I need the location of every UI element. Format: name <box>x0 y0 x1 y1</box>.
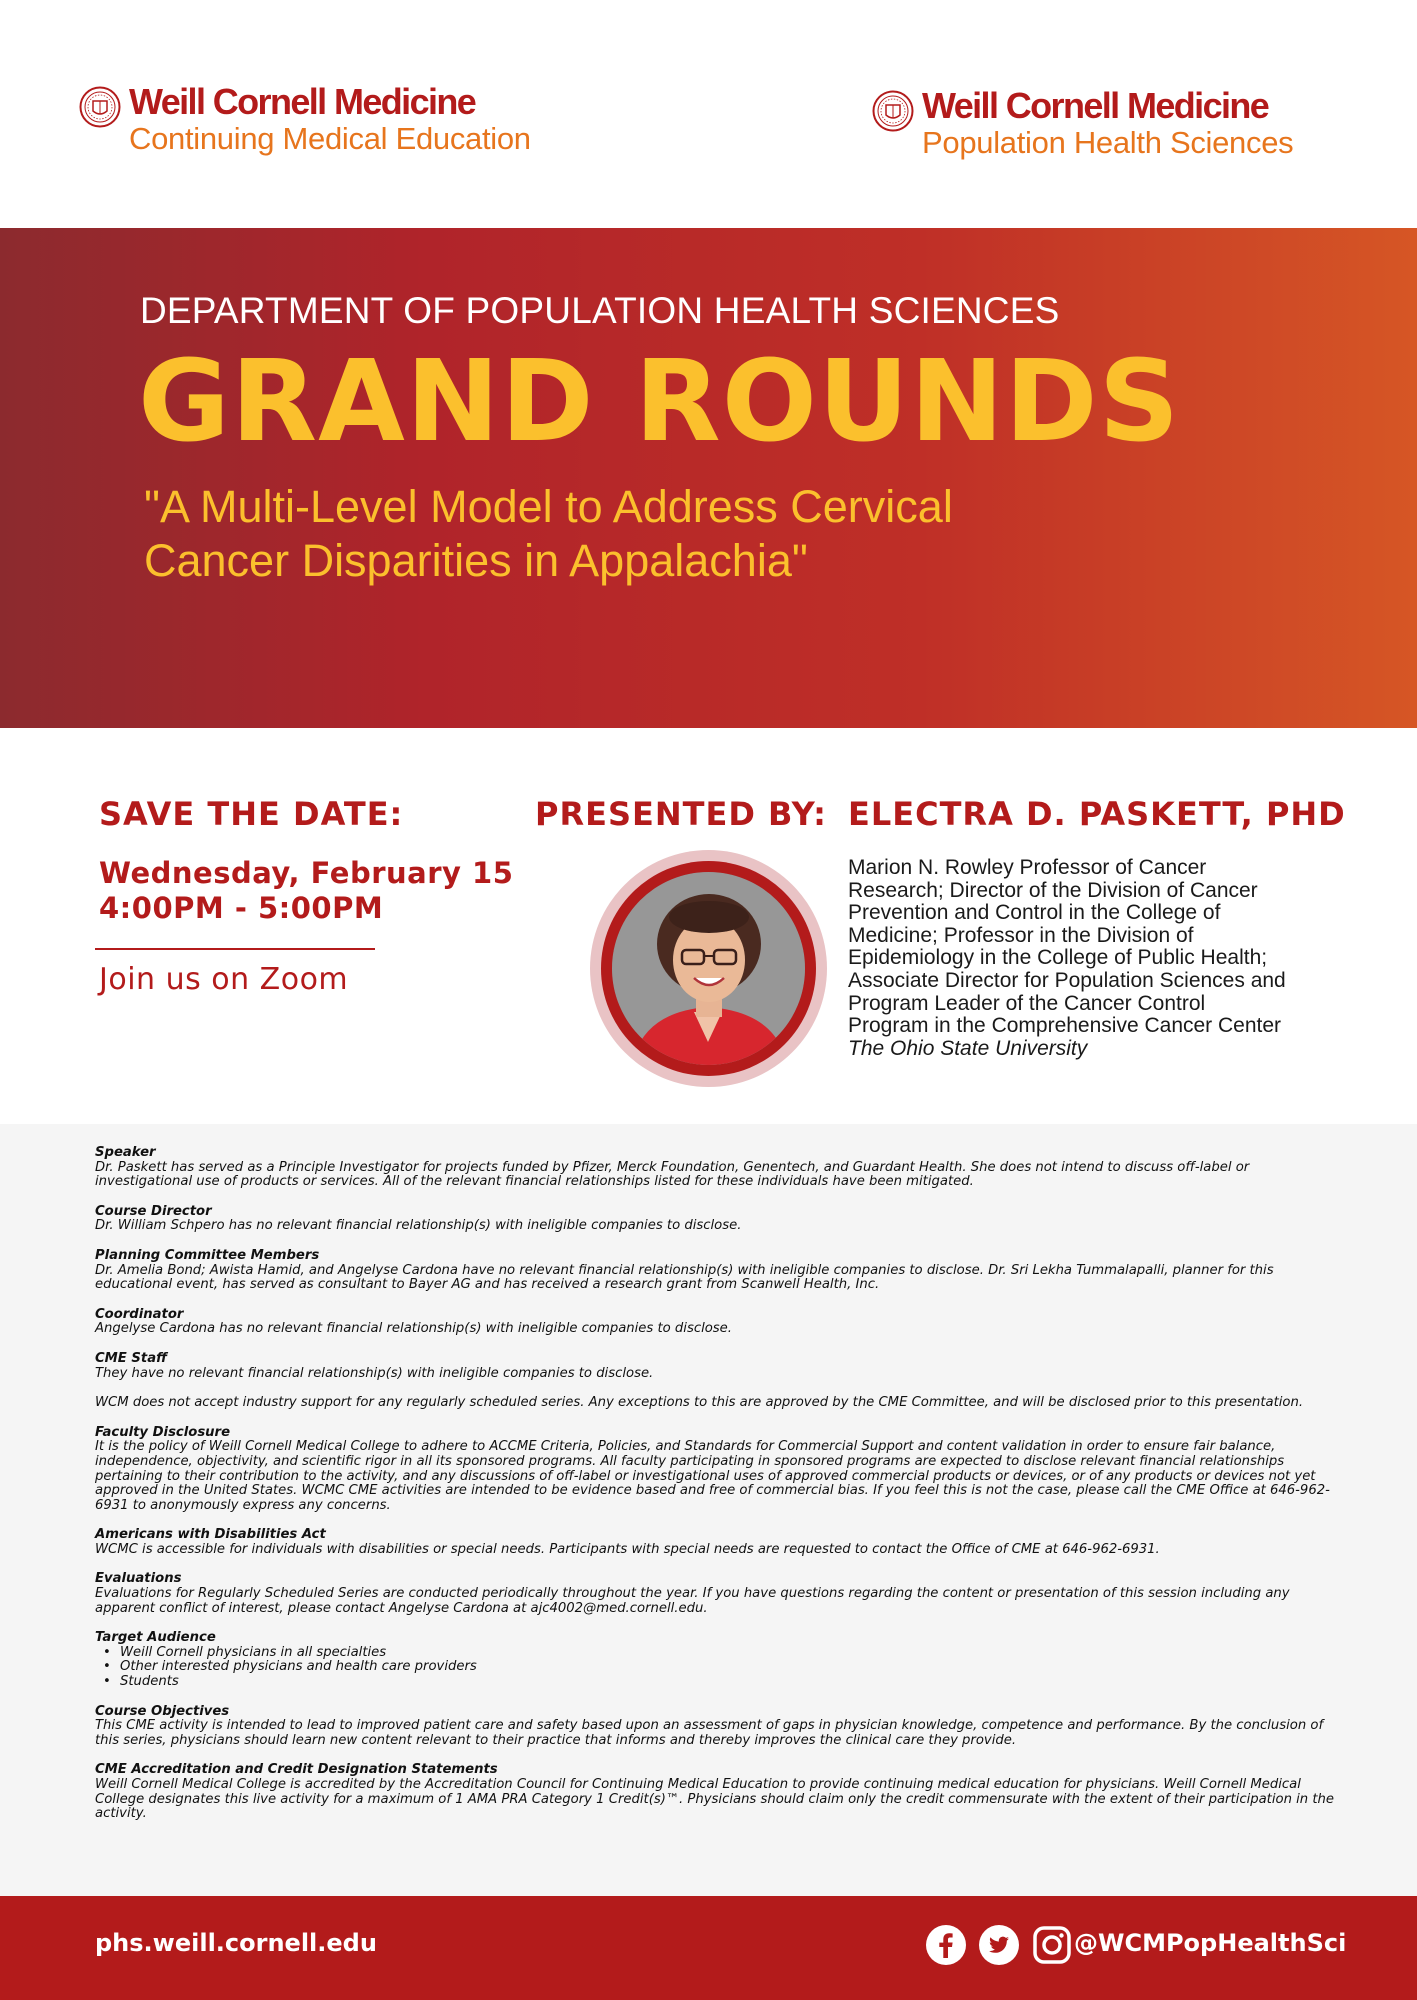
event-date: Wednesday, February 15 <box>99 856 514 890</box>
bio-line: Program in the Comprehensive Cancer Center <box>848 1014 1282 1038</box>
disclosure-heading: Coordinator <box>95 1306 184 1322</box>
bio-line: Marion N. Rowley Professor of Cancer <box>848 856 1207 879</box>
speaker-name: ELECTRA D. PASKETT, PHD <box>848 795 1346 833</box>
disclosure-paragraph: They have no relevant financial relationship(s) with ineligible companies to disclose. <box>95 1365 654 1381</box>
logo-subtitle: Continuing Medical Education <box>129 121 531 156</box>
wcm-cme-logo <box>79 81 531 156</box>
disclosure-paragraph: It is the policy of Weill Cornell Medical College to adhere to ACCME Criteria, Policies, and Standards for Commercial Support and content validation in order to ensure fair balance, independence, objectivity, and scientific rigor in all its sponsored programs. All faculty participating in sponsored programs are expected to disclose relevant financial relationships pertaining to their contribution to the activity, and any discussions of off-label or investigational uses of approved commercial products or devices, or of any products or devices not yet approved in the United States. WCMC CME activities are intended to be evidence based and free of commercial bias. If you feel this is not the case, please call the CME Office at 646-962-6931 to anonymously express any concerns. <box>95 1439 1330 1513</box>
disclosure-heading: Course Director <box>95 1203 212 1219</box>
speaker-photo <box>612 872 805 1065</box>
bio-line: Research; Director of the Division of Cancer <box>848 878 1258 902</box>
disclosure-objectives <box>95 1705 1340 1749</box>
event-datetime <box>99 856 513 926</box>
website-link[interactable]: phs.weill.cornell.edu <box>95 1929 377 1957</box>
bio-line: Prevention and Control in the College of <box>848 901 1221 925</box>
disclosure-paragraph: Dr. Amelia Bond; Awista Hamid, and Angelyse Cardona have no relevant financial relationship(s) with ineligible companies to disclose. Dr. Sri Lekha Tummalapalli, planner for this educational event, has served as consultant to Bayer AG and has received a research grant from Scanwell Health, Inc. <box>95 1262 1274 1293</box>
disclosure-heading: Speaker <box>95 1145 156 1160</box>
list-item: • Other interested physicians and health care providers <box>95 1660 1340 1675</box>
disclosure-heading: Evaluations <box>95 1571 182 1587</box>
disclosure-planning <box>95 1249 1340 1293</box>
disclosure-heading: Planning Committee Members <box>95 1247 320 1263</box>
disclosure-coordinator <box>95 1308 1340 1337</box>
disclosure-heading: Target Audience <box>95 1630 216 1646</box>
talk-title <box>144 480 1144 588</box>
list-item: • Students <box>95 1675 1340 1690</box>
divider <box>95 948 375 950</box>
department-heading: DEPARTMENT OF POPULATION HEALTH SCIENCES <box>140 290 1060 331</box>
bio-line: Associate Director for Population Sciences and <box>848 968 1286 992</box>
disclosure-speaker <box>95 1146 1340 1190</box>
series-title: GRAND ROUNDS <box>138 337 1181 467</box>
logo-name: Weill Cornell Medicine <box>922 85 1269 126</box>
talk-title-line: "A Multi-Level Model to Address Cervical <box>144 481 953 532</box>
wcm-phs-logo <box>872 85 1294 160</box>
disclosure-paragraph: Weill Cornell Medical College is accredited by the Accreditation Council for Continuing Medical Education to provide continuing medical education for physicians. Weill Cornell Medical College designates this live activity for a maximum of 1 AMA PRA Category 1 Credit(s)™. Physicians should claim only the credit commensurate with the extent of their participation in the activity. <box>95 1777 1334 1822</box>
disclosure-paragraph: This CME activity is intended to lead to improved patient care and safety based upon an assessment of gaps in physician knowledge, competence and performance. By the conclusion of this series, physicians should learn new content relevant to their practice that informs and thereby improves the clinical care they provide. <box>95 1718 1324 1748</box>
zoom-link[interactable]: Join us on Zoom <box>99 962 349 997</box>
disclosure-paragraph: WCM does not accept industry support for any regularly scheduled series. Any exceptions to this are approved by the CME Committee, and will be disclosed prior to this presentation. <box>95 1395 1304 1411</box>
presented-by-label: PRESENTED BY: <box>535 795 827 833</box>
logo-subtitle: Population Health Sciences <box>922 125 1294 160</box>
disclosure-paragraph: Angelyse Cardona has no relevant financial relationship(s) with ineligible companies to disclose. <box>95 1321 732 1337</box>
disclosure-ada <box>95 1528 1340 1557</box>
speaker-institution: The Ohio State University <box>848 1036 1088 1060</box>
disclosure-text <box>95 1146 1340 1837</box>
disclosure-cme-staff <box>95 1352 1340 1381</box>
event-time: 4:00PM - 5:00PM <box>99 891 384 925</box>
facebook-icon[interactable] <box>925 1924 967 1966</box>
bio-line: Epidemiology in the College of Public Health; <box>848 946 1268 970</box>
bio-line: Medicine; Professor in the Division of <box>848 923 1194 947</box>
audience-list <box>95 1646 1340 1690</box>
logo-name: Weill Cornell Medicine <box>129 81 476 122</box>
disclosure-faculty <box>95 1426 1340 1514</box>
cornell-seal-icon <box>872 90 914 132</box>
disclosure-heading: Americans with Disabilities Act <box>95 1527 326 1543</box>
disclosure-heading: CME Staff <box>95 1350 168 1366</box>
cornell-seal-icon <box>79 86 121 128</box>
list-item: • Weill Cornell physicians in all specialties <box>95 1646 1340 1661</box>
disclosure-course-director <box>95 1205 1340 1234</box>
speaker-bio <box>848 857 1348 1060</box>
disclosure-heading: CME Accreditation and Credit Designation Statements <box>95 1762 498 1778</box>
bio-line: Program Leader of the Cancer Control <box>848 991 1206 1015</box>
twitter-icon[interactable] <box>978 1924 1020 1966</box>
disclosure-heading: Course Objectives <box>95 1703 230 1719</box>
disclosure-paragraph: Dr. Paskett has served as a Principle Investigator for projects funded by Pfizer, Merck Foundation, Genentech, and Guardant Health. She does not intend to discuss off-label or investigational use of products or services. All of the relevant financial relationships listed for these individuals have been mitigated. <box>95 1159 1250 1190</box>
disclosure-paragraph: Dr. William Schpero has no relevant financial relationship(s) with ineligible companies to disclose. <box>95 1218 742 1234</box>
disclosure-paragraph: Evaluations for Regularly Scheduled Series are conducted periodically throughout the year. If you have questions regarding the content or presentation of this session including any apparent conflict of interest, please contact Angelyse Cardona at ajc4002@med.cornell.edu. <box>95 1586 1290 1616</box>
disclosure-target-audience <box>95 1631 1340 1689</box>
social-handle[interactable]: @WCMPopHealthSci <box>1074 1929 1347 1957</box>
talk-title-line: Cancer Disparities in Appalachia" <box>144 535 808 586</box>
disclosure-industry-support <box>95 1396 1340 1411</box>
disclosure-paragraph: WCMC is accessible for individuals with disabilities or special needs. Participants with special needs are requested to contact the Office of CME at 646-962-6931. <box>95 1541 1160 1557</box>
save-the-date-label: SAVE THE DATE: <box>99 795 404 833</box>
disclosure-accreditation <box>95 1763 1340 1821</box>
disclosure-heading: Faculty Disclosure <box>95 1424 231 1440</box>
instagram-icon[interactable] <box>1031 1924 1073 1966</box>
disclosure-evaluations <box>95 1572 1340 1616</box>
social-icons <box>925 1924 1073 1966</box>
